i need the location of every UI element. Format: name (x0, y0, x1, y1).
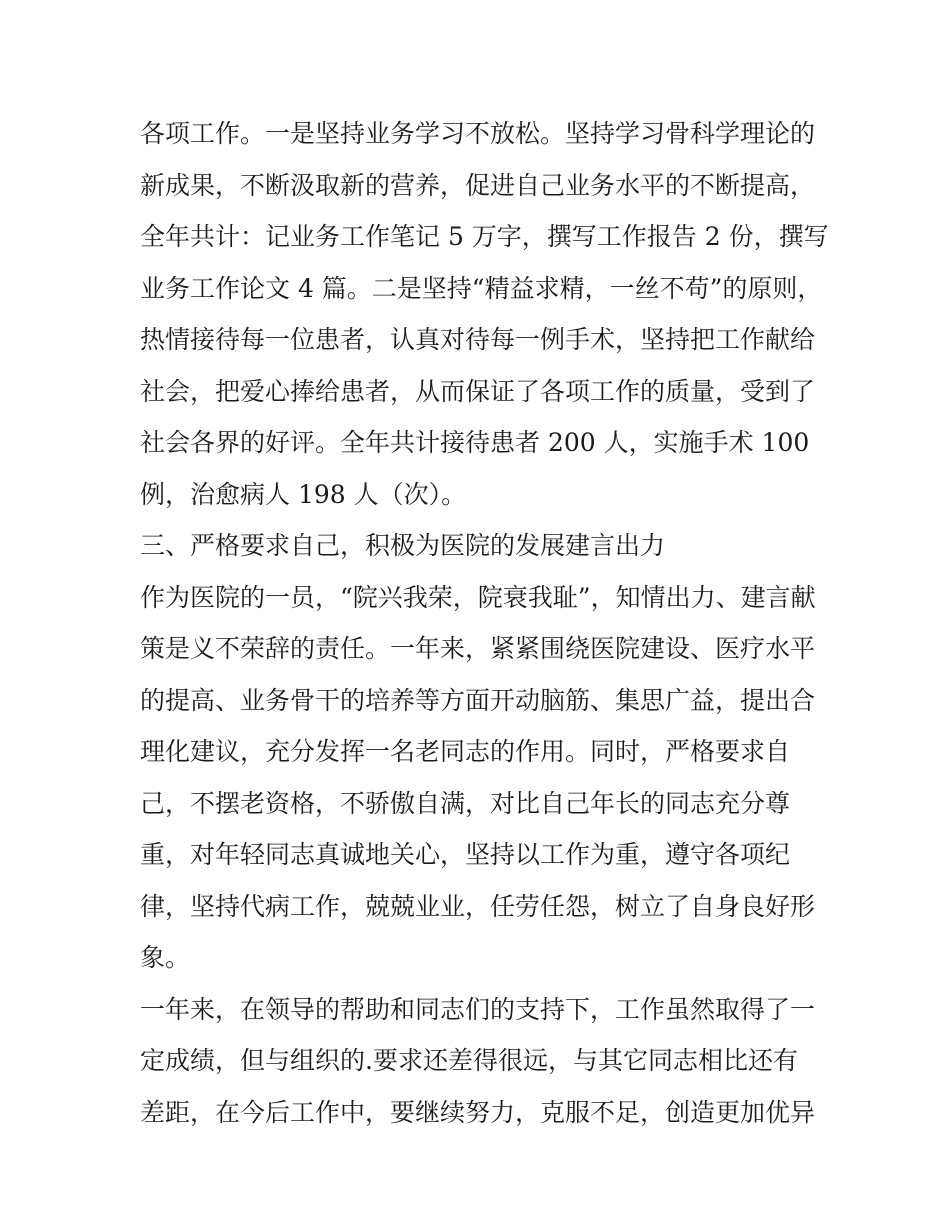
text-line: 业务工作论文 4 篇。二是坚持“精益求精，一丝不苟”的原则， (140, 273, 823, 303)
text-line: 例，治愈病人 198 人（次）。 (140, 479, 467, 509)
text-line: 定成绩，但与组织的.要求还差得很远，与其它同志相比还有 (140, 1046, 798, 1075)
text-line: 各项工作。一是坚持业务学习不放松。坚持学习骨科学理论的 (140, 119, 816, 148)
text-line: 新成果，不断汲取新的营养，促进自己业务水平的不断提高， (140, 170, 816, 200)
text-line: 社会各界的好评。全年共计接待患者 200 人，实施手术 100 (140, 428, 810, 457)
text-line: 作为医院的一员，“院兴我荣，院衰我耻”，知情出力、建言献 (140, 582, 816, 612)
text-line: 一年来，在领导的帮助和同志们的支持下，工作虽然取得了一 (140, 994, 816, 1024)
text-line: 全年共计：记业务工作笔记 5 万字，撰写工作报告 2 份，撰写 (140, 222, 829, 251)
text-line: 律，坚持代病工作，兢兢业业，任劳任怨，树立了自身良好形 (140, 891, 816, 921)
section-heading: 三、严格要求自己，积极为医院的发展建言出力 (140, 531, 666, 560)
body-text (140, 108, 829, 1138)
text-line: 己，不摆老资格，不骄傲自满，对比自己年长的同志充分尊 (140, 788, 791, 818)
text-line: 社会，把爱心捧给患者，从而保证了各项工作的质量，受到了 (140, 376, 816, 406)
text-line: 热情接待每一位患者，认真对待每一例手术，坚持把工作献给 (140, 325, 816, 354)
text-line: 差距，在今后工作中，要继续努力，克服不足，创造更加优异 (140, 1097, 816, 1127)
text-line: 理化建议，充分发挥一名老同志的作用。同时，严格要求自 (140, 737, 791, 766)
text-line: 策是义不荣辞的责任。一年来，紧紧围绕医院建设、医疗水平 (140, 634, 816, 663)
text-line: 重，对年轻同志真诚地关心，坚持以工作为重，遵守各项纪 (140, 840, 791, 869)
text-line: 的提高、业务骨干的培养等方面开动脑筋、集思广益，提出合 (140, 685, 816, 715)
text-line: 象。 (140, 943, 191, 972)
